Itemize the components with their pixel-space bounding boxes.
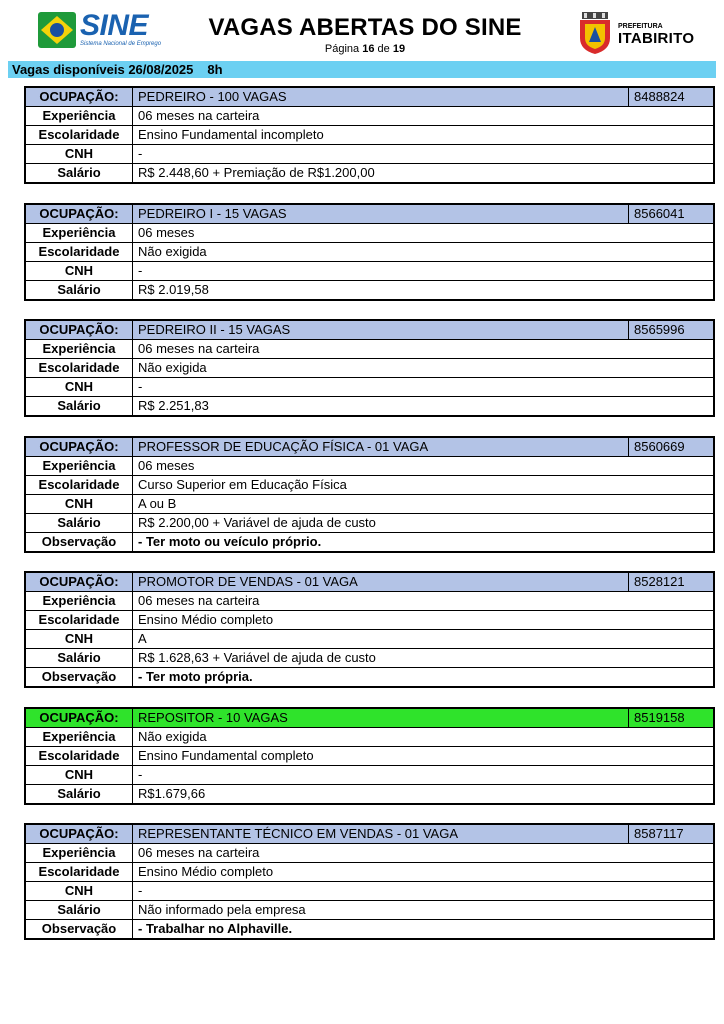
note-label: Observação [26, 668, 133, 687]
job-detail-row [26, 901, 713, 920]
occupation-label: OCUPAÇÃO: [26, 321, 133, 340]
job-detail-row [26, 766, 713, 785]
job-code: 8566041 [629, 205, 714, 224]
license-value: - [133, 145, 714, 164]
experience-value: Não exigida [133, 728, 714, 747]
salary-label: Salário [26, 397, 133, 416]
salary-label: Salário [26, 164, 133, 183]
job-detail-row [26, 533, 713, 552]
job-detail-row [26, 863, 713, 882]
job-card [24, 707, 715, 805]
education-label: Escolaridade [26, 243, 133, 262]
job-detail-row [26, 164, 713, 183]
job-header-row [26, 88, 713, 107]
availability-label: Vagas disponíveis 26/08/2025 [12, 62, 194, 77]
education-value: Ensino Fundamental completo [133, 747, 714, 766]
page-number [195, 43, 535, 55]
job-detail-row [26, 224, 713, 243]
salary-label: Salário [26, 785, 133, 804]
job-card [24, 436, 715, 553]
experience-label: Experiência [26, 224, 133, 243]
education-value: Não exigida [133, 243, 714, 262]
salary-value: R$ 2.200,00 + Variável de ajuda de custo [133, 514, 714, 533]
salary-value: Não informado pela empresa [133, 901, 714, 920]
job-title: REPOSITOR - 10 VAGAS [133, 709, 629, 728]
job-detail-row [26, 107, 713, 126]
license-label: CNH [26, 262, 133, 281]
availability-bar [8, 61, 716, 78]
job-title: REPRESENTANTE TÉCNICO EM VENDAS - 01 VAGA [133, 825, 629, 844]
job-code: 8560669 [629, 438, 714, 457]
license-label: CNH [26, 145, 133, 164]
job-title: PROMOTOR DE VENDAS - 01 VAGA [133, 573, 629, 592]
experience-label: Experiência [26, 844, 133, 863]
job-detail-row [26, 378, 713, 397]
education-label: Escolaridade [26, 126, 133, 145]
page-separator: de [377, 43, 390, 55]
job-detail-row [26, 747, 713, 766]
job-detail-row [26, 457, 713, 476]
job-detail-row [26, 262, 713, 281]
sine-subtitle: Sistema Nacional de Emprego [80, 41, 162, 47]
job-title: PEDREIRO II - 15 VAGAS [133, 321, 629, 340]
brazil-flag-icon [38, 12, 76, 48]
salary-label: Salário [26, 281, 133, 300]
job-detail-row [26, 649, 713, 668]
job-detail-row [26, 920, 713, 939]
prefeitura-label: PREFEITURA [618, 23, 663, 30]
job-detail-row [26, 145, 713, 164]
experience-value: 06 meses [133, 457, 714, 476]
education-label: Escolaridade [26, 863, 133, 882]
occupation-label: OCUPAÇÃO: [26, 825, 133, 844]
occupation-label: OCUPAÇÃO: [26, 205, 133, 224]
note-label: Observação [26, 533, 133, 552]
license-value: A [133, 630, 714, 649]
job-header-row [26, 438, 713, 457]
license-value: - [133, 766, 714, 785]
license-label: CNH [26, 766, 133, 785]
education-label: Escolaridade [26, 359, 133, 378]
education-label: Escolaridade [26, 747, 133, 766]
job-code: 8488824 [629, 88, 714, 107]
job-detail-row [26, 476, 713, 495]
education-value: Ensino Fundamental incompleto [133, 126, 714, 145]
salary-label: Salário [26, 649, 133, 668]
license-value: - [133, 262, 714, 281]
license-label: CNH [26, 378, 133, 397]
sine-logo [38, 10, 160, 52]
job-detail-row [26, 243, 713, 262]
job-detail-row [26, 397, 713, 416]
salary-label: Salário [26, 901, 133, 920]
job-code: 8519158 [629, 709, 714, 728]
experience-value: 06 meses na carteira [133, 340, 714, 359]
prefeitura-logo [576, 12, 695, 54]
sine-wordmark: SINE [80, 9, 149, 42]
job-detail-row [26, 281, 713, 300]
salary-value: R$ 2.019,58 [133, 281, 714, 300]
occupation-label: OCUPAÇÃO: [26, 88, 133, 107]
page-title: VAGAS ABERTAS DO SINE [208, 14, 522, 41]
job-detail-row [26, 728, 713, 747]
salary-value: R$ 2.448,60 + Premiação de R$1.200,00 [133, 164, 714, 183]
experience-label: Experiência [26, 107, 133, 126]
job-detail-row [26, 340, 713, 359]
job-detail-row [26, 514, 713, 533]
job-detail-row [26, 882, 713, 901]
experience-value: 06 meses [133, 224, 714, 243]
education-value: Não exigida [133, 359, 714, 378]
note-label: Observação [26, 920, 133, 939]
job-header-row [26, 573, 713, 592]
license-label: CNH [26, 495, 133, 514]
note-value: - Ter moto ou veículo próprio. [133, 533, 714, 552]
experience-label: Experiência [26, 728, 133, 747]
experience-label: Experiência [26, 592, 133, 611]
job-detail-row [26, 495, 713, 514]
page-prefix: Página [324, 43, 360, 55]
salary-label: Salário [26, 514, 133, 533]
job-header-row [26, 709, 713, 728]
job-detail-row [26, 844, 713, 863]
experience-value: 06 meses na carteira [133, 844, 714, 863]
city-crest-icon [576, 12, 614, 54]
education-label: Escolaridade [26, 611, 133, 630]
job-header-row [26, 205, 713, 224]
availability-time: 8h [207, 62, 223, 77]
education-label: Escolaridade [26, 476, 133, 495]
job-detail-row [26, 592, 713, 611]
title-block [195, 14, 535, 55]
license-value: A ou B [133, 495, 714, 514]
salary-value: R$1.679,66 [133, 785, 714, 804]
job-detail-row [26, 630, 713, 649]
occupation-label: OCUPAÇÃO: [26, 573, 133, 592]
job-detail-row [26, 668, 713, 687]
experience-value: 06 meses na carteira [133, 592, 714, 611]
license-label: CNH [26, 630, 133, 649]
job-title: PROFESSOR DE EDUCAÇÃO FÍSICA - 01 VAGA [133, 438, 629, 457]
experience-label: Experiência [26, 457, 133, 476]
job-detail-row [26, 785, 713, 804]
experience-label: Experiência [26, 340, 133, 359]
education-value: Ensino Médio completo [133, 611, 714, 630]
license-label: CNH [26, 882, 133, 901]
job-detail-row [26, 359, 713, 378]
job-card [24, 823, 715, 940]
job-card [24, 203, 715, 301]
job-detail-row [26, 126, 713, 145]
job-detail-row [26, 611, 713, 630]
note-value: - Trabalhar no Alphaville. [133, 920, 714, 939]
job-code: 8565996 [629, 321, 714, 340]
occupation-label: OCUPAÇÃO: [26, 438, 133, 457]
license-value: - [133, 378, 714, 397]
salary-value: R$ 2.251,83 [133, 397, 714, 416]
job-header-row [26, 321, 713, 340]
page-header [0, 0, 724, 62]
job-title: PEDREIRO - 100 VAGAS [133, 88, 629, 107]
job-card [24, 571, 715, 688]
job-code: 8587117 [629, 825, 714, 844]
note-value: - Ter moto própria. [133, 668, 714, 687]
education-value: Ensino Médio completo [133, 863, 714, 882]
license-value: - [133, 882, 714, 901]
salary-value: R$ 1.628,63 + Variável de ajuda de custo [133, 649, 714, 668]
job-card [24, 319, 715, 417]
page-total: 19 [392, 43, 406, 55]
job-title: PEDREIRO I - 15 VAGAS [133, 205, 629, 224]
job-code: 8528121 [629, 573, 714, 592]
occupation-label: OCUPAÇÃO: [26, 709, 133, 728]
page-current: 16 [362, 43, 375, 55]
city-name: ITABIRITO [618, 30, 695, 47]
experience-value: 06 meses na carteira [133, 107, 714, 126]
education-value: Curso Superior em Educação Física [133, 476, 714, 495]
job-card [24, 86, 715, 184]
job-header-row [26, 825, 713, 844]
